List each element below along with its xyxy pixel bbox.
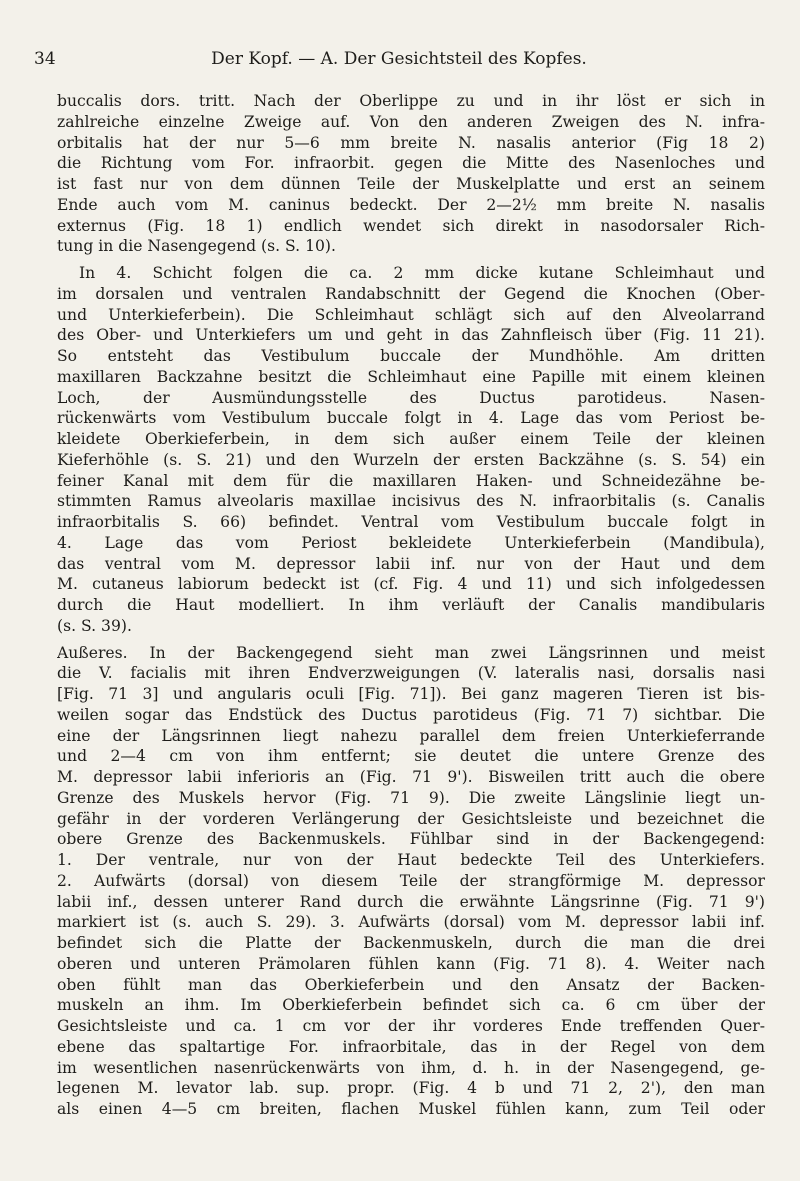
text-line: und Unterkieferbein). Die Schleimhaut schlägt sich auf den Alveolarrand bbox=[57, 305, 765, 324]
text-line: [Fig. 71 3] und angularis oculi [Fig. 71]). Bei ganz mageren Tieren ist bis- bbox=[57, 685, 765, 703]
text-line: oben fühlt man das Oberkieferbein und den Ansatz der Backen- bbox=[57, 975, 765, 994]
text-line: (s. S. 39). bbox=[57, 616, 132, 635]
text-line: Außeres. In der Backengegend sieht man zwei Längsrinnen und meist bbox=[57, 643, 765, 662]
text-line: 1. Der ventrale, nur von der Haut bedeckte Teil des Unterkiefers. bbox=[57, 851, 765, 869]
text-line: labii inf., dessen unterer Rand durch die erwähnte Längsrinne (Fig. 71 9') bbox=[57, 892, 765, 911]
text-line: die Richtung vom For. infraorbit. gegen die Mitte des Nasenloches und bbox=[57, 154, 765, 173]
text-line: tung in die Nasengegend (s. S. 10). bbox=[57, 237, 336, 256]
text-line: 4. Lage das vom Periost bekleidete Unterkieferbein (Mandibula), bbox=[57, 533, 765, 552]
text-line: stimmten Ramus alveolaris maxillae incisivus des N. infraorbitalis (s. Canalis bbox=[57, 492, 765, 511]
text-line: als einen 4—5 cm breiten, flachen Muskel fühlen kann, zum Teil oder bbox=[57, 1100, 765, 1118]
text-line: im wesentlichen nasenrückenwärts von ihm, d. h. in der Nasengegend, ge- bbox=[57, 1058, 765, 1077]
text-line: maxillaren Backzahne besitzt die Schleimhaut eine Papille mit einem kleinen bbox=[57, 367, 765, 386]
text-line: 2. Aufwärts (dorsal) von diesem Teile der strangförmige M. depressor bbox=[57, 871, 765, 890]
page-number: 34 bbox=[34, 49, 56, 69]
text-line: muskeln an ihm. Im Oberkieferbein befindet sich ca. 6 cm über der bbox=[57, 996, 765, 1015]
page-header bbox=[34, 49, 764, 73]
text-line: orbitalis hat der nur 5—6 mm breite N. nasalis anterior (Fig 18 2) bbox=[57, 133, 765, 152]
paragraph bbox=[57, 643, 765, 1120]
text-line: So entsteht das Vestibulum buccale der Mundhöhle. Am dritten bbox=[57, 347, 765, 365]
body-text bbox=[57, 91, 765, 1120]
text-line: eine der Längsrinnen liegt nahezu parallel dem freien Unterkieferrande bbox=[57, 726, 765, 745]
text-line: Ende auch vom M. caninus bedeckt. Der 2—2½ mm breite N. nasalis bbox=[57, 195, 765, 214]
text-line: Kieferhöhle (s. S. 21) und den Wurzeln der ersten Backzähne (s. S. 54) ein bbox=[57, 450, 765, 469]
text-line: kleidete Oberkieferbein, in dem sich außer einem Teile der kleinen bbox=[57, 430, 765, 448]
text-line: M. depressor labii inferioris an (Fig. 71 9'). Bisweilen tritt auch die obere bbox=[57, 768, 765, 786]
text-line: markiert ist (s. auch S. 29). 3. Aufwärts (dorsal) vom M. depressor labii inf. bbox=[57, 913, 765, 932]
text-line: legenen M. levator lab. sup. propr. (Fig. 4 b und 71 2, 2'), den man bbox=[57, 1079, 765, 1098]
text-line: die V. facialis mit ihren Endverzweigungen (V. lateralis nasi, dorsalis nasi bbox=[57, 664, 765, 683]
text-line: ebene das spaltartige For. infraorbitale, das in der Regel von dem bbox=[57, 1037, 765, 1056]
text-line: ist fast nur von dem dünnen Teile der Muskelplatte und erst an seinem bbox=[57, 175, 765, 193]
paragraph bbox=[57, 263, 765, 637]
text-line: und 2—4 cm von ihm entfernt; sie deutet die untere Grenze des bbox=[57, 747, 765, 766]
text-line: oberen und unteren Prämolaren fühlen kann (Fig. 71 8). 4. Weiter nach bbox=[57, 954, 765, 973]
text-line: zahlreiche einzelne Zweige auf. Von den anderen Zweigen des N. infra- bbox=[57, 112, 765, 131]
text-line: In 4. Schicht folgen die ca. 2 mm dicke kutane Schleimhaut und bbox=[79, 264, 765, 282]
text-line: des Ober- und Unterkiefers um und geht in das Zahnfleisch über (Fig. 11 21). bbox=[57, 326, 765, 345]
text-line: Gesichtsleiste und ca. 1 cm vor der ihr vorderes Ende treffenden Quer- bbox=[57, 1017, 765, 1035]
text-line: durch die Haut modelliert. In ihm verläuft der Canalis mandibularis bbox=[57, 596, 765, 614]
text-line: obere Grenze des Backenmuskels. Fühlbar sind in der Backengegend: bbox=[57, 830, 765, 849]
text-line: Grenze des Muskels hervor (Fig. 71 9). Die zweite Längslinie liegt un- bbox=[57, 788, 765, 807]
text-line: gefähr in der vorderen Verlängerung der Gesichtsleiste und bezeichnet die bbox=[57, 809, 765, 828]
text-line: feiner Kanal mit dem für die maxillaren Haken- und Schneidezähne be- bbox=[57, 471, 765, 490]
text-line: weilen sogar das Endstück des Ductus parotideus (Fig. 71 7) sichtbar. Die bbox=[57, 705, 765, 724]
running-title: Der Kopf. — A. Der Gesichtsteil des Kopfes. bbox=[211, 49, 587, 69]
paragraph bbox=[57, 91, 765, 257]
text-line: buccalis dors. tritt. Nach der Oberlippe zu und in ihr löst er sich in bbox=[57, 92, 765, 110]
text-line: das ventral vom M. depressor labii inf. nur von der Haut und dem bbox=[57, 554, 765, 573]
text-line: befindet sich die Platte der Backenmuskeln, durch die man die drei bbox=[57, 934, 765, 952]
text-line: rückenwärts vom Vestibulum buccale folgt in 4. Lage das vom Periost be- bbox=[57, 409, 765, 428]
text-line: M. cutaneus labiorum bedeckt ist (cf. Fig. 4 und 11) und sich infolgedessen bbox=[57, 575, 765, 594]
text-line: im dorsalen und ventralen Randabschnitt der Gegend die Knochen (Ober- bbox=[57, 284, 765, 303]
text-line: externus (Fig. 18 1) endlich wendet sich direkt in nasodorsaler Rich- bbox=[57, 216, 765, 235]
text-line: infraorbitalis S. 66) befindet. Ventral vom Vestibulum buccale folgt in bbox=[57, 513, 765, 531]
text-line: Loch, der Ausmündungsstelle des Ductus parotideus. Nasen- bbox=[57, 388, 765, 407]
